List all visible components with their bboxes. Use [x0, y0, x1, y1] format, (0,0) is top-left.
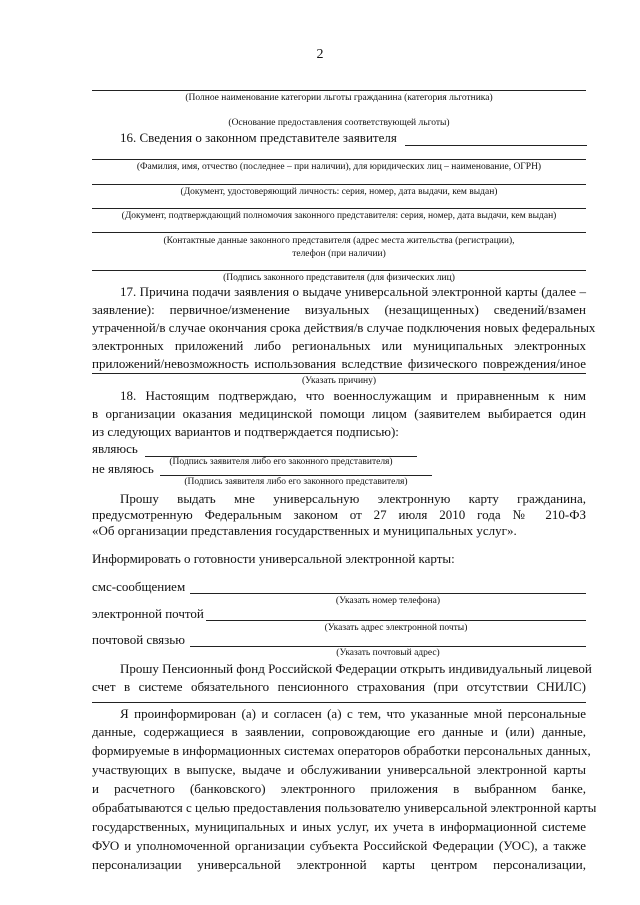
option-no-label: не являюсь [92, 461, 154, 476]
consent-line-4: участвующих в выпуске, выдаче и обслуживании универсальной электронной карты [92, 762, 586, 777]
pension-line[interactable] [92, 702, 586, 703]
consent-line-7: государственных, муниципальных и иных услуг, их учета в информационной системе [92, 819, 586, 834]
section-18-line-1: 18. Настоящим подтверждаю, что военнослужащим и приравненным к ним [120, 388, 586, 403]
pension-line-1: Прошу Пенсионный фонд Российской Федерации открыть индивидуальный лицевой [120, 661, 592, 676]
reason-line[interactable] [92, 373, 586, 374]
consent-line-8: ФУО и уполномоченной организации субъекта Российской Федерации (УОС), а также [92, 838, 586, 853]
consent-line-1: Я проинформирован (а) и согласен (а) с тем, что указанные мной персональные [120, 706, 586, 721]
consent-line-2: данные, содержащиеся в заявлении, сопровождающие его данные и (или) данные, [92, 724, 586, 739]
rep-contacts-caption-2: телефон (при наличии) [292, 249, 386, 259]
rep-signature-caption: (Подпись законного представителя (для физических лиц) [223, 273, 455, 283]
section-17-line-5: приложений/невозможность использования вследствие физического повреждения/иное [92, 356, 586, 371]
rep-contacts-line[interactable] [92, 232, 586, 233]
pension-line-2: счет в системе обязательного пенсионного страхования (при отсутствии СНИЛС) [92, 679, 586, 694]
notify-title: Информировать о готовности универсальной электронной карты: [92, 551, 455, 566]
request-line-1: Прошу выдать мне универсальную электронную карту гражданина, [120, 491, 586, 506]
request-line-2: предусмотренную Федеральным законом от 27 июля 2010 года № 210-ФЗ [92, 507, 586, 522]
benefit-category-line[interactable] [92, 90, 586, 91]
rep-signature-line[interactable] [92, 270, 586, 271]
section-17-line-1: 17. Причина подачи заявления о выдаче универсальной электронной карты (далее – [120, 284, 586, 299]
consent-line-3: формируемые в информационных системах операторов обработки персональных данных, [92, 743, 591, 758]
phone-input-line[interactable] [190, 593, 586, 594]
section-17-line-2: заявление): первичное/изменение визуальных (незащищенных) сведений/взамен [92, 302, 586, 317]
section-18-line-2: в организации оказания медицинской помощи лицом (заявителем выбирается один [92, 406, 586, 421]
reason-caption: (Указать причину) [301, 376, 377, 386]
rep-authority-doc-line[interactable] [92, 208, 586, 209]
email-caption: (Указать адрес электронной почты) [324, 623, 468, 633]
post-caption: (Указать почтовый адрес) [336, 648, 440, 658]
consent-line-6: обрабатываются с целью предоставления пользователю универсальной электронной карты [92, 800, 597, 815]
option-yes-caption: (Подпись заявителя либо его законного представителя) [169, 457, 393, 467]
section-16-line[interactable] [405, 145, 587, 146]
rep-name-caption: (Фамилия, имя, отчество (последнее – при наличии), для юридических лиц – наименование, ОГРН) [136, 162, 542, 172]
rep-contacts-caption-1: (Контактные данные законного представителя (адрес места жительства (регистрации), [163, 236, 515, 246]
notify-email-label: электронной почтой [92, 606, 204, 621]
consent-line-9: персонализации универсальной электронной карты центром персонализации, [92, 857, 586, 872]
rep-id-doc-line[interactable] [92, 184, 586, 185]
section-17-line-3: утраченной/в случае окончания срока действия/в случае подключения новых федеральных [92, 320, 596, 335]
notify-post-label: почтовой связью [92, 632, 185, 647]
section-18-line-3: из следующих вариантов и подтверждается подписью): [92, 424, 399, 439]
benefit-category-caption: (Полное наименование категории льготы гражданина (категория льготника) [185, 93, 493, 103]
rep-name-line[interactable] [92, 159, 586, 160]
option-no-caption: (Подпись заявителя либо его законного представителя) [184, 477, 408, 487]
benefit-basis-caption: (Основание предоставления соответствующей льготы) [228, 118, 450, 128]
rep-id-doc-caption: (Документ, удостоверяющий личность: серия, номер, дата выдачи, кем выдан) [180, 187, 498, 197]
post-input-line[interactable] [190, 646, 586, 647]
rep-authority-doc-caption: (Документ, подтверждающий полномочия законного представителя: серия, номер, дата выдачи, кем выдан) [121, 211, 557, 221]
option-no-signature-line[interactable] [160, 475, 432, 476]
phone-caption: (Указать номер телефона) [335, 596, 441, 606]
section-17-line-4: электронных приложений либо региональных или муниципальных электронных [92, 338, 586, 353]
page-number: 2 [316, 47, 324, 62]
consent-line-5: и расчетного (банковского) электронного приложения в выбранном банке, [92, 781, 586, 796]
notify-sms-label: смс-сообщением [92, 579, 186, 594]
request-line-3: «Об организации представления государственных и муниципальных услуг». [92, 523, 517, 538]
option-yes-label: являюсь [92, 441, 138, 456]
section-16-title: 16. Сведения о законном представителе заявителя [120, 130, 397, 145]
email-input-line[interactable] [206, 620, 586, 621]
